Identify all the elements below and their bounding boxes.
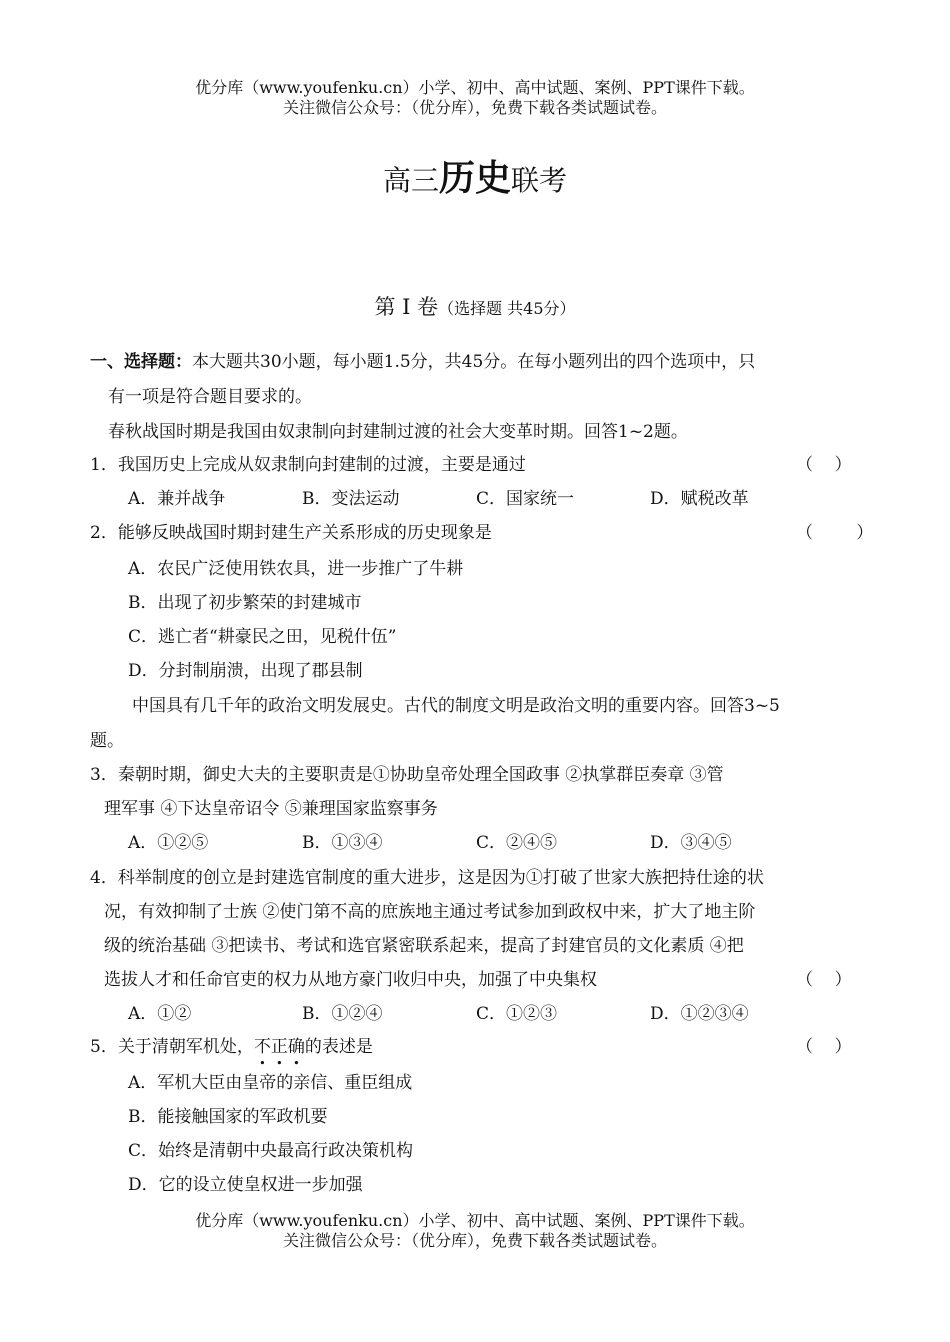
page-title (0, 158, 950, 201)
q5-emphasis-char-2: 正 (270, 1037, 288, 1057)
intro-2-line-2: 题。 (90, 731, 124, 751)
q4-option-a: A．①② (128, 1004, 192, 1024)
header-line-1: 优分库（www.youfenku.cn）小学、初中、高中试题、案例、PPT课件下载。 (195, 78, 755, 97)
title-post: 联考 (511, 164, 568, 197)
q2-option-d: D．分封制崩溃，出现了郡县制 (128, 661, 363, 681)
q5-answer-paren: （ ） (796, 1037, 852, 1057)
q5-stem-pre: 5．关于清朝军机处， (90, 1037, 254, 1057)
q4-option-d: D．①②③④ (650, 1004, 749, 1024)
q5-option-c: C．始终是清朝中央最高行政决策机构 (128, 1141, 414, 1161)
q2-answer-paren: （ ） (796, 523, 874, 543)
intro-2-line-1: 中国具有几千年的政治文明发展史。古代的制度文明是政治文明的重要内容。回答3~5 (132, 696, 780, 716)
header-line-2: 关注微信公众号：（优分库），免费下载各类试题试卷。 (282, 98, 667, 117)
volume-heading (0, 292, 950, 324)
section-heading: 一、选择题： (90, 352, 192, 372)
q5-option-d: D．它的设立使皇权进一步加强 (128, 1175, 363, 1195)
q2-stem: 2．能够反映战国时期封建生产关系形成的历史现象是 (90, 523, 492, 543)
q3-option-c: C．②④⑤ (476, 833, 558, 853)
footer-line-1: 优分库（www.youfenku.cn）小学、初中、高中试题、案例、PPT课件下载。 (195, 1211, 755, 1230)
q4-answer-paren: （ ） (796, 970, 852, 990)
q3-option-b: B．①③④ (302, 833, 383, 853)
title-pre: 高三 (382, 164, 439, 197)
q4-stem-4: 选拔人才和任命官吏的权力从地方豪门收归中央，加强了中央集权 (104, 970, 597, 990)
q1-stem: 1．我国历史上完成从奴隶制向封建制的过渡，主要是通过 (90, 455, 526, 475)
q5-option-b: B．能接触国家的军政机要 (128, 1107, 328, 1127)
q1-option-d: D．赋税改革 (650, 489, 749, 509)
q4-stem-2: 况，有效抑制了士族 ②使门第不高的庶族地主通过考试参加到政权中来，扩大了地主阶 (104, 902, 756, 922)
q4-option-b: B．①②④ (302, 1004, 383, 1024)
volume-label: 第 I 卷 (374, 295, 439, 319)
section-instructions (90, 350, 755, 374)
q4-stem-3: 级的统治基础 ③把读书、考试和选官紧密联系起来，提高了封建官员的文化素质 ④把 (104, 936, 744, 956)
q4-stem-1: 4．科举制度的创立是封建选官制度的重大进步，这是因为①打破了世家大族把持仕途的状 (90, 868, 764, 888)
intro-1: 春秋战国时期是我国由奴隶制向封建制过渡的社会大变革时期。回答1~2题。 (108, 422, 688, 442)
volume-sub: （选择题 共45分） (438, 299, 576, 318)
q2-option-c: C．逃亡者“耕豪民之田，见税什伍” (128, 627, 397, 647)
q5-option-a: A．军机大臣由皇帝的亲信、重臣组成 (128, 1073, 413, 1093)
q3-option-a: A．①②⑤ (128, 833, 209, 853)
q5-emphasis-char-3: 确 (287, 1037, 305, 1057)
section-text-2: 有一项是符合题目要求的。 (108, 387, 312, 407)
q1-answer-paren: （ ） (796, 455, 852, 475)
q5-stem-post: 的表述是 (304, 1037, 373, 1057)
q4-option-c: C．①②③ (476, 1004, 558, 1024)
q1-option-b: B．变法运动 (302, 489, 400, 509)
footer-line-2: 关注微信公众号：（优分库），免费下载各类试题试卷。 (282, 1231, 667, 1250)
q1-option-a: A．兼并战争 (128, 489, 226, 509)
q2-option-b: B．出现了初步繁荣的封建城市 (128, 593, 362, 613)
q5-emphasis-char-1: 不 (253, 1037, 271, 1057)
q3-option-d: D．③④⑤ (650, 833, 732, 853)
q3-stem-1: 3．秦朝时期，御史大夫的主要职责是①协助皇帝处理全国政事 ②执掌群臣奏章 ③管 (90, 765, 724, 785)
title-main: 历史 (438, 157, 511, 199)
q2-option-a: A．农民广泛使用铁农具，进一步推广了牛耕 (128, 559, 464, 579)
q1-option-c: C．国家统一 (476, 489, 575, 509)
q5-stem (90, 1035, 373, 1059)
section-text-1: 本大题共30小题，每小题1.5分，共45分。在每小题列出的四个选项中，只 (192, 352, 756, 372)
q3-stem-2: 理军事 ④下达皇帝诏令 ⑤兼理国家监察事务 (104, 799, 438, 819)
